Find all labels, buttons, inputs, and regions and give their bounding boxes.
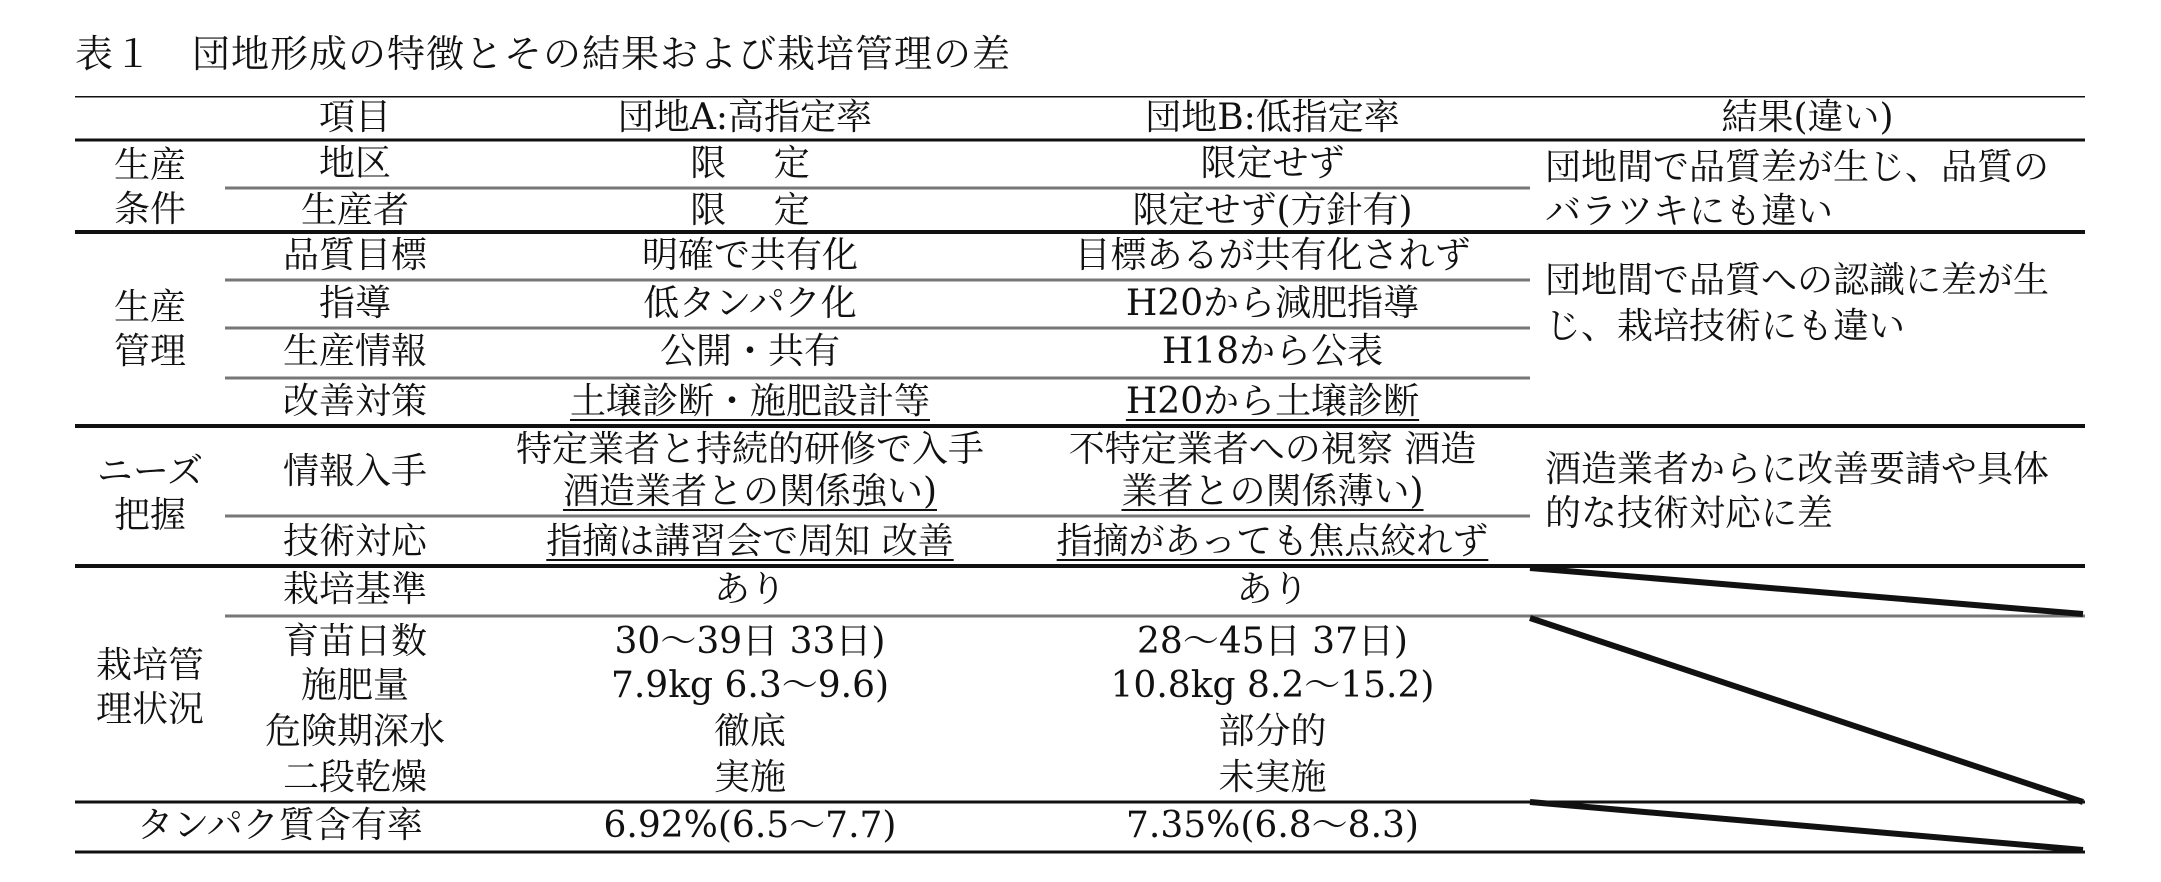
cell-b: あり [1236, 569, 1309, 610]
row-item: 育苗日数 [282, 621, 427, 662]
table-caption: 表１ 団地形成の特徴とその結果および栽培管理の差 [75, 32, 1012, 76]
group-label-production-conditions: 生産 条件 [113, 145, 186, 230]
cell-a: 限 定 [690, 190, 810, 231]
row-item: 施肥量 [300, 665, 409, 706]
cell-b: 部分的 [1218, 711, 1327, 752]
comparison-table [75, 96, 2085, 856]
cell-b: 10.8kg 8.2〜15.2) [1110, 665, 1435, 706]
group-label-needs: ニーズ 把握 [96, 451, 204, 536]
row-item: 情報入手 [282, 451, 427, 492]
cell-b: 28〜45日 37日) [1137, 621, 1408, 662]
row-item: 指導 [318, 283, 391, 324]
cell-a: 公開・共有 [659, 331, 840, 372]
header-item: 項目 [318, 97, 391, 138]
row-item: 危険期深水 [264, 711, 445, 752]
cell-b: 指摘があっても焦点絞れず [1056, 521, 1489, 562]
header-group-b: 団地B:低指定率 [1145, 97, 1400, 138]
header-group-a: 団地A:高指定率 [617, 97, 873, 138]
cell-b-line1: 不特定業者への視察 酒造 [1068, 429, 1477, 470]
cell-a: 明確で共有化 [641, 235, 858, 276]
cell-b: H20から減肥指導 [1125, 283, 1420, 324]
cell-a: あり [713, 569, 786, 610]
group-label-cultivation-status: 栽培管 理状況 [95, 645, 204, 730]
cell-b: H20から土壌診断 [1125, 381, 1420, 422]
cell-a: 限 定 [690, 143, 810, 184]
cell-a: 土壌診断・施肥設計等 [569, 381, 930, 422]
result-needs: 酒造業者からに改善要請や具体的な技術対応に差 [1545, 449, 2050, 534]
group-label-production-management: 生産 管理 [113, 287, 186, 372]
row-item: 二段乾燥 [282, 757, 427, 798]
cell-b: 限定せず [1200, 143, 1345, 184]
cell-a: 7.9kg 6.3〜9.6) [610, 665, 890, 706]
cell-a: 6.92%(6.5〜7.7) [603, 805, 897, 846]
row-item-protein: タンパク質含有率 [137, 805, 423, 846]
header-result: 結果(違い) [1721, 97, 1894, 138]
strike-3 [1530, 802, 2083, 850]
row-item: 栽培基準 [282, 569, 427, 610]
cell-a: 指摘は講習会で周知 改善 [546, 521, 954, 562]
result-production-conditions: 団地間で品質差が生じ、品質のバラツキにも違い [1545, 147, 2050, 232]
result-production-management: 団地間で品質への認識に差が生じ、栽培技術にも違い [1545, 260, 2050, 347]
cell-b: H18から公表 [1161, 331, 1384, 372]
row-item: 地区 [318, 143, 391, 184]
row-item: 品質目標 [282, 235, 427, 276]
row-item: 技術対応 [282, 521, 427, 562]
row-item: 改善対策 [282, 381, 427, 422]
row-item: 生産情報 [282, 331, 427, 372]
cell-b: 目標あるが共有化されず [1074, 235, 1471, 276]
cell-a: 徹底 [713, 711, 786, 752]
cell-a: 30〜39日 33日) [614, 621, 886, 662]
cell-a: 実施 [713, 757, 786, 798]
cell-a-line2: 酒造業者との関係強い) [562, 471, 938, 512]
row-item: 生産者 [300, 190, 409, 231]
strike-2 [1530, 618, 2083, 802]
strike-1 [1530, 568, 2083, 614]
cell-b: 未実施 [1218, 757, 1327, 798]
cell-b-line2: 業者との関係薄い) [1121, 471, 1424, 512]
cell-b: 限定せず(方針有) [1132, 190, 1413, 231]
cell-a-line1: 特定業者と持続的研修で入手 [515, 429, 984, 470]
cell-a: 低タンパク化 [643, 283, 857, 324]
cell-b: 7.35%(6.8〜8.3) [1126, 805, 1419, 846]
